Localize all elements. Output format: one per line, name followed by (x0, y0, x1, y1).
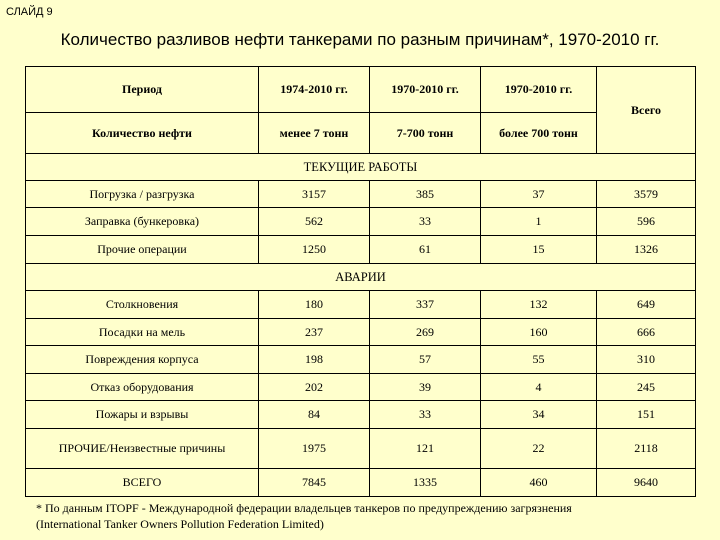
table-row (26, 374, 696, 401)
cell-value: 84 (259, 401, 370, 429)
cell-value: 132 (481, 291, 597, 319)
page-title: Количество разливов нефти танкерами по разным причинам*, 1970-2010 гг. (60, 30, 660, 49)
table-row (26, 319, 696, 346)
cell-value: 22 (481, 429, 597, 469)
period-col-2: 1970-2010 гг. (370, 67, 481, 113)
cell-value: 39 (370, 374, 481, 401)
cell-value: 1 (481, 208, 597, 236)
footnote-line-2: (International Tanker Owners Pollution Federation Limited) (36, 517, 324, 531)
table-row (26, 401, 696, 429)
row-label: ПРОЧИЕ/Неизвестные причины (26, 429, 259, 469)
cell-value: 34 (481, 401, 597, 429)
cell-total: 3579 (597, 181, 696, 208)
table-row (26, 346, 696, 374)
cell-value: 57 (370, 346, 481, 374)
section-header-row (26, 154, 696, 181)
cell-value: 33 (370, 401, 481, 429)
period-label: Период (26, 67, 259, 113)
cell-total: 2118 (597, 429, 696, 469)
table-row (26, 291, 696, 319)
cell-value: 202 (259, 374, 370, 401)
footnote-line-1: * По данным ITOPF - Международной федерации владельцев танкеров по предупреждению загрязнения (36, 501, 572, 515)
total-header: Всего (597, 67, 696, 154)
table-row (26, 208, 696, 236)
row-label: Пожары и взрывы (26, 401, 259, 429)
cell-value: 33 (370, 208, 481, 236)
header-row-quantity (26, 113, 696, 154)
row-label: Заправка (бункеровка) (26, 208, 259, 236)
cell-value: 37 (481, 181, 597, 208)
row-label: Повреждения корпуса (26, 346, 259, 374)
row-label: Прочие операции (26, 236, 259, 264)
cell-value: 7845 (259, 469, 370, 497)
slide-label: СЛАЙД 9 (6, 6, 53, 18)
cell-value: 337 (370, 291, 481, 319)
cell-total: 310 (597, 346, 696, 374)
period-col-1: 1974-2010 гг. (259, 67, 370, 113)
cell-value: 562 (259, 208, 370, 236)
footnote (36, 500, 706, 532)
cell-total: 666 (597, 319, 696, 346)
cell-value: 55 (481, 346, 597, 374)
section-title-accidents: АВАРИИ (26, 264, 696, 291)
cell-total: 596 (597, 208, 696, 236)
cell-value: 4 (481, 374, 597, 401)
cell-value: 460 (481, 469, 597, 497)
table-row (26, 236, 696, 264)
row-label: Посадки на мель (26, 319, 259, 346)
table-row-grand-total (26, 469, 696, 497)
cell-total: 151 (597, 401, 696, 429)
row-label: Погрузка / разгрузка (26, 181, 259, 208)
cell-value: 121 (370, 429, 481, 469)
cell-value: 385 (370, 181, 481, 208)
cell-value: 269 (370, 319, 481, 346)
cell-value: 1250 (259, 236, 370, 264)
period-col-3: 1970-2010 гг. (481, 67, 597, 113)
section-title-current-operations: ТЕКУЩИЕ РАБОТЫ (26, 154, 696, 181)
oil-spills-table (25, 66, 696, 497)
cell-value: 1335 (370, 469, 481, 497)
table-row-other (26, 429, 696, 469)
row-label: Столкновения (26, 291, 259, 319)
cell-total: 245 (597, 374, 696, 401)
cell-value: 180 (259, 291, 370, 319)
quantity-col-2: 7-700 тонн (370, 113, 481, 154)
cell-value: 237 (259, 319, 370, 346)
cell-value: 198 (259, 346, 370, 374)
quantity-col-1: менее 7 тонн (259, 113, 370, 154)
cell-total: 1326 (597, 236, 696, 264)
cell-value: 160 (481, 319, 597, 346)
cell-value: 15 (481, 236, 597, 264)
quantity-col-3: более 700 тонн (481, 113, 597, 154)
cell-total: 9640 (597, 469, 696, 497)
table-row (26, 181, 696, 208)
quantity-label: Количество нефти (26, 113, 259, 154)
row-label: Отказ оборудования (26, 374, 259, 401)
cell-value: 1975 (259, 429, 370, 469)
cell-value: 3157 (259, 181, 370, 208)
section-header-row (26, 264, 696, 291)
row-label: ВСЕГО (26, 469, 259, 497)
cell-total: 649 (597, 291, 696, 319)
header-row-period (26, 67, 696, 113)
cell-value: 61 (370, 236, 481, 264)
